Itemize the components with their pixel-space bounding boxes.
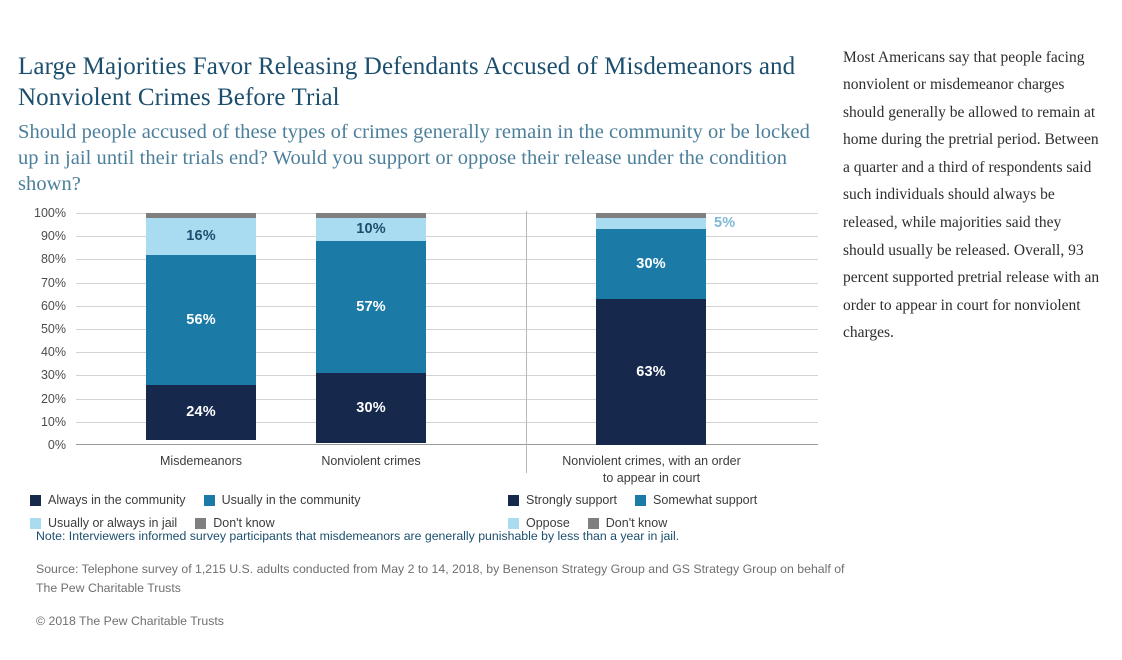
y-axis-labels <box>18 206 72 452</box>
bar-segment-label: 63% <box>636 363 666 380</box>
commentary-text: Most Americans say that people facing nonviolent or misdemeanor charges should generally be allowed to remain at home during the pretrial period. Between a quarter and a third of respondents said such individuals should always be released, while majorities said they should usually be released. Overall, 93 percent supported pretrial release with an order to appear in court for nonviolent charges. <box>843 48 1100 342</box>
legend-swatch-icon <box>30 518 41 529</box>
y-tick-label: 60% <box>40 298 66 313</box>
page-title: Large Majorities Favor Releasing Defendants Accused of Misdemeanors and Nonviolent Crimes Before Trial <box>18 53 796 111</box>
bar-segment-label: 16% <box>186 228 216 245</box>
legend-row <box>30 493 379 507</box>
footnotes <box>36 528 848 628</box>
bar-segment-label: 30% <box>636 256 666 273</box>
bar-segment-jail[interactable] <box>316 218 426 241</box>
legend-label: Don't know <box>213 516 275 530</box>
y-tick-label: 50% <box>40 322 66 336</box>
note-text: Note: Interviewers informed survey participants that misdemeanors are generally punishable by less than a year in jail. <box>36 529 680 543</box>
bar-nonviolent-crimes[interactable] <box>316 213 426 445</box>
bar-segment-always-community[interactable] <box>146 385 256 441</box>
legend-label: Strongly support <box>526 493 618 507</box>
bar-segment-oppose[interactable] <box>596 215 736 232</box>
bar-segment-usually-community[interactable] <box>146 255 256 385</box>
y-tick-label: 40% <box>40 345 66 360</box>
legend-swatch-icon <box>508 495 519 506</box>
legend-item-usually-in-community[interactable] <box>204 493 361 507</box>
sidebar-commentary <box>843 28 1105 362</box>
legend-item-always-in-community[interactable] <box>30 493 186 507</box>
legend-label: Usually or always in jail <box>48 516 178 530</box>
y-tick-label: 100% <box>34 206 66 220</box>
legend-label: Don't know <box>605 516 668 530</box>
legend-swatch-icon <box>588 518 599 529</box>
legend-label: Oppose <box>526 516 570 530</box>
legend-swatch-icon <box>204 495 215 506</box>
chart-column <box>18 0 845 660</box>
legend-label: Somewhat support <box>653 493 758 507</box>
category-label-nonviolent-crimes: Nonviolent crimes <box>321 454 421 468</box>
y-tick-label: 70% <box>40 275 66 290</box>
plot-area <box>76 213 818 485</box>
stacked-bar-chart <box>18 206 830 530</box>
y-tick-label: 20% <box>40 391 66 406</box>
legend-label: Usually in the community <box>221 493 361 507</box>
category-label-misdemeanors: Misdemeanors <box>160 454 242 468</box>
group-divider <box>526 211 527 473</box>
bar-segment-label: 10% <box>356 221 386 238</box>
copyright-text: © 2018 The Pew Charitable Trusts <box>36 613 224 628</box>
bar-nonviolent-with-order[interactable] <box>596 213 736 445</box>
y-tick-label: 90% <box>40 229 66 244</box>
bar-segment-label: 57% <box>356 298 386 315</box>
legend-label: Always in the community <box>48 493 186 507</box>
y-tick-label: 80% <box>40 252 66 267</box>
bar-segment-jail[interactable] <box>146 218 256 255</box>
legend-item-somewhat-support[interactable] <box>635 493 757 507</box>
legend-swatch-icon <box>195 518 206 529</box>
category-label-nonviolent-with-order: Nonviolent crimes, with an order to appear in court <box>562 454 741 485</box>
bar-misdemeanors[interactable] <box>146 213 256 445</box>
bar-segment-label: 56% <box>186 311 216 328</box>
y-tick-label: 30% <box>40 368 66 383</box>
legend-item-strongly-support[interactable] <box>508 493 617 507</box>
bar-segment-usually-community[interactable] <box>316 241 426 373</box>
bar-segment-always-community[interactable] <box>316 373 426 443</box>
legend-swatch-icon <box>508 518 519 529</box>
y-tick-label: 10% <box>40 414 66 429</box>
bar-segment-label: 5% <box>714 215 736 232</box>
legend-row <box>508 493 775 507</box>
legend-swatch-icon <box>30 495 41 506</box>
source-text: Source: Telephone survey of 1,215 U.S. adults conducted from May 2 to 14, 2018, by Benenson Strategy Group and GS Strategy Group on behalf of The Pew Charitable Trusts <box>36 561 845 595</box>
bar-segment-label: 30% <box>356 399 386 416</box>
y-tick-label: 0% <box>47 438 66 452</box>
bar-segment-somewhat-support[interactable] <box>596 229 706 299</box>
legend-swatch-icon <box>635 495 646 506</box>
bar-segment-strongly-support[interactable] <box>596 299 706 445</box>
bar-segment-label: 24% <box>186 404 216 421</box>
page-subtitle: Should people accused of these types of crimes generally remain in the community or be locked up in jail until their trials end? Would you support or oppose their release under the condition shown? <box>18 121 810 196</box>
